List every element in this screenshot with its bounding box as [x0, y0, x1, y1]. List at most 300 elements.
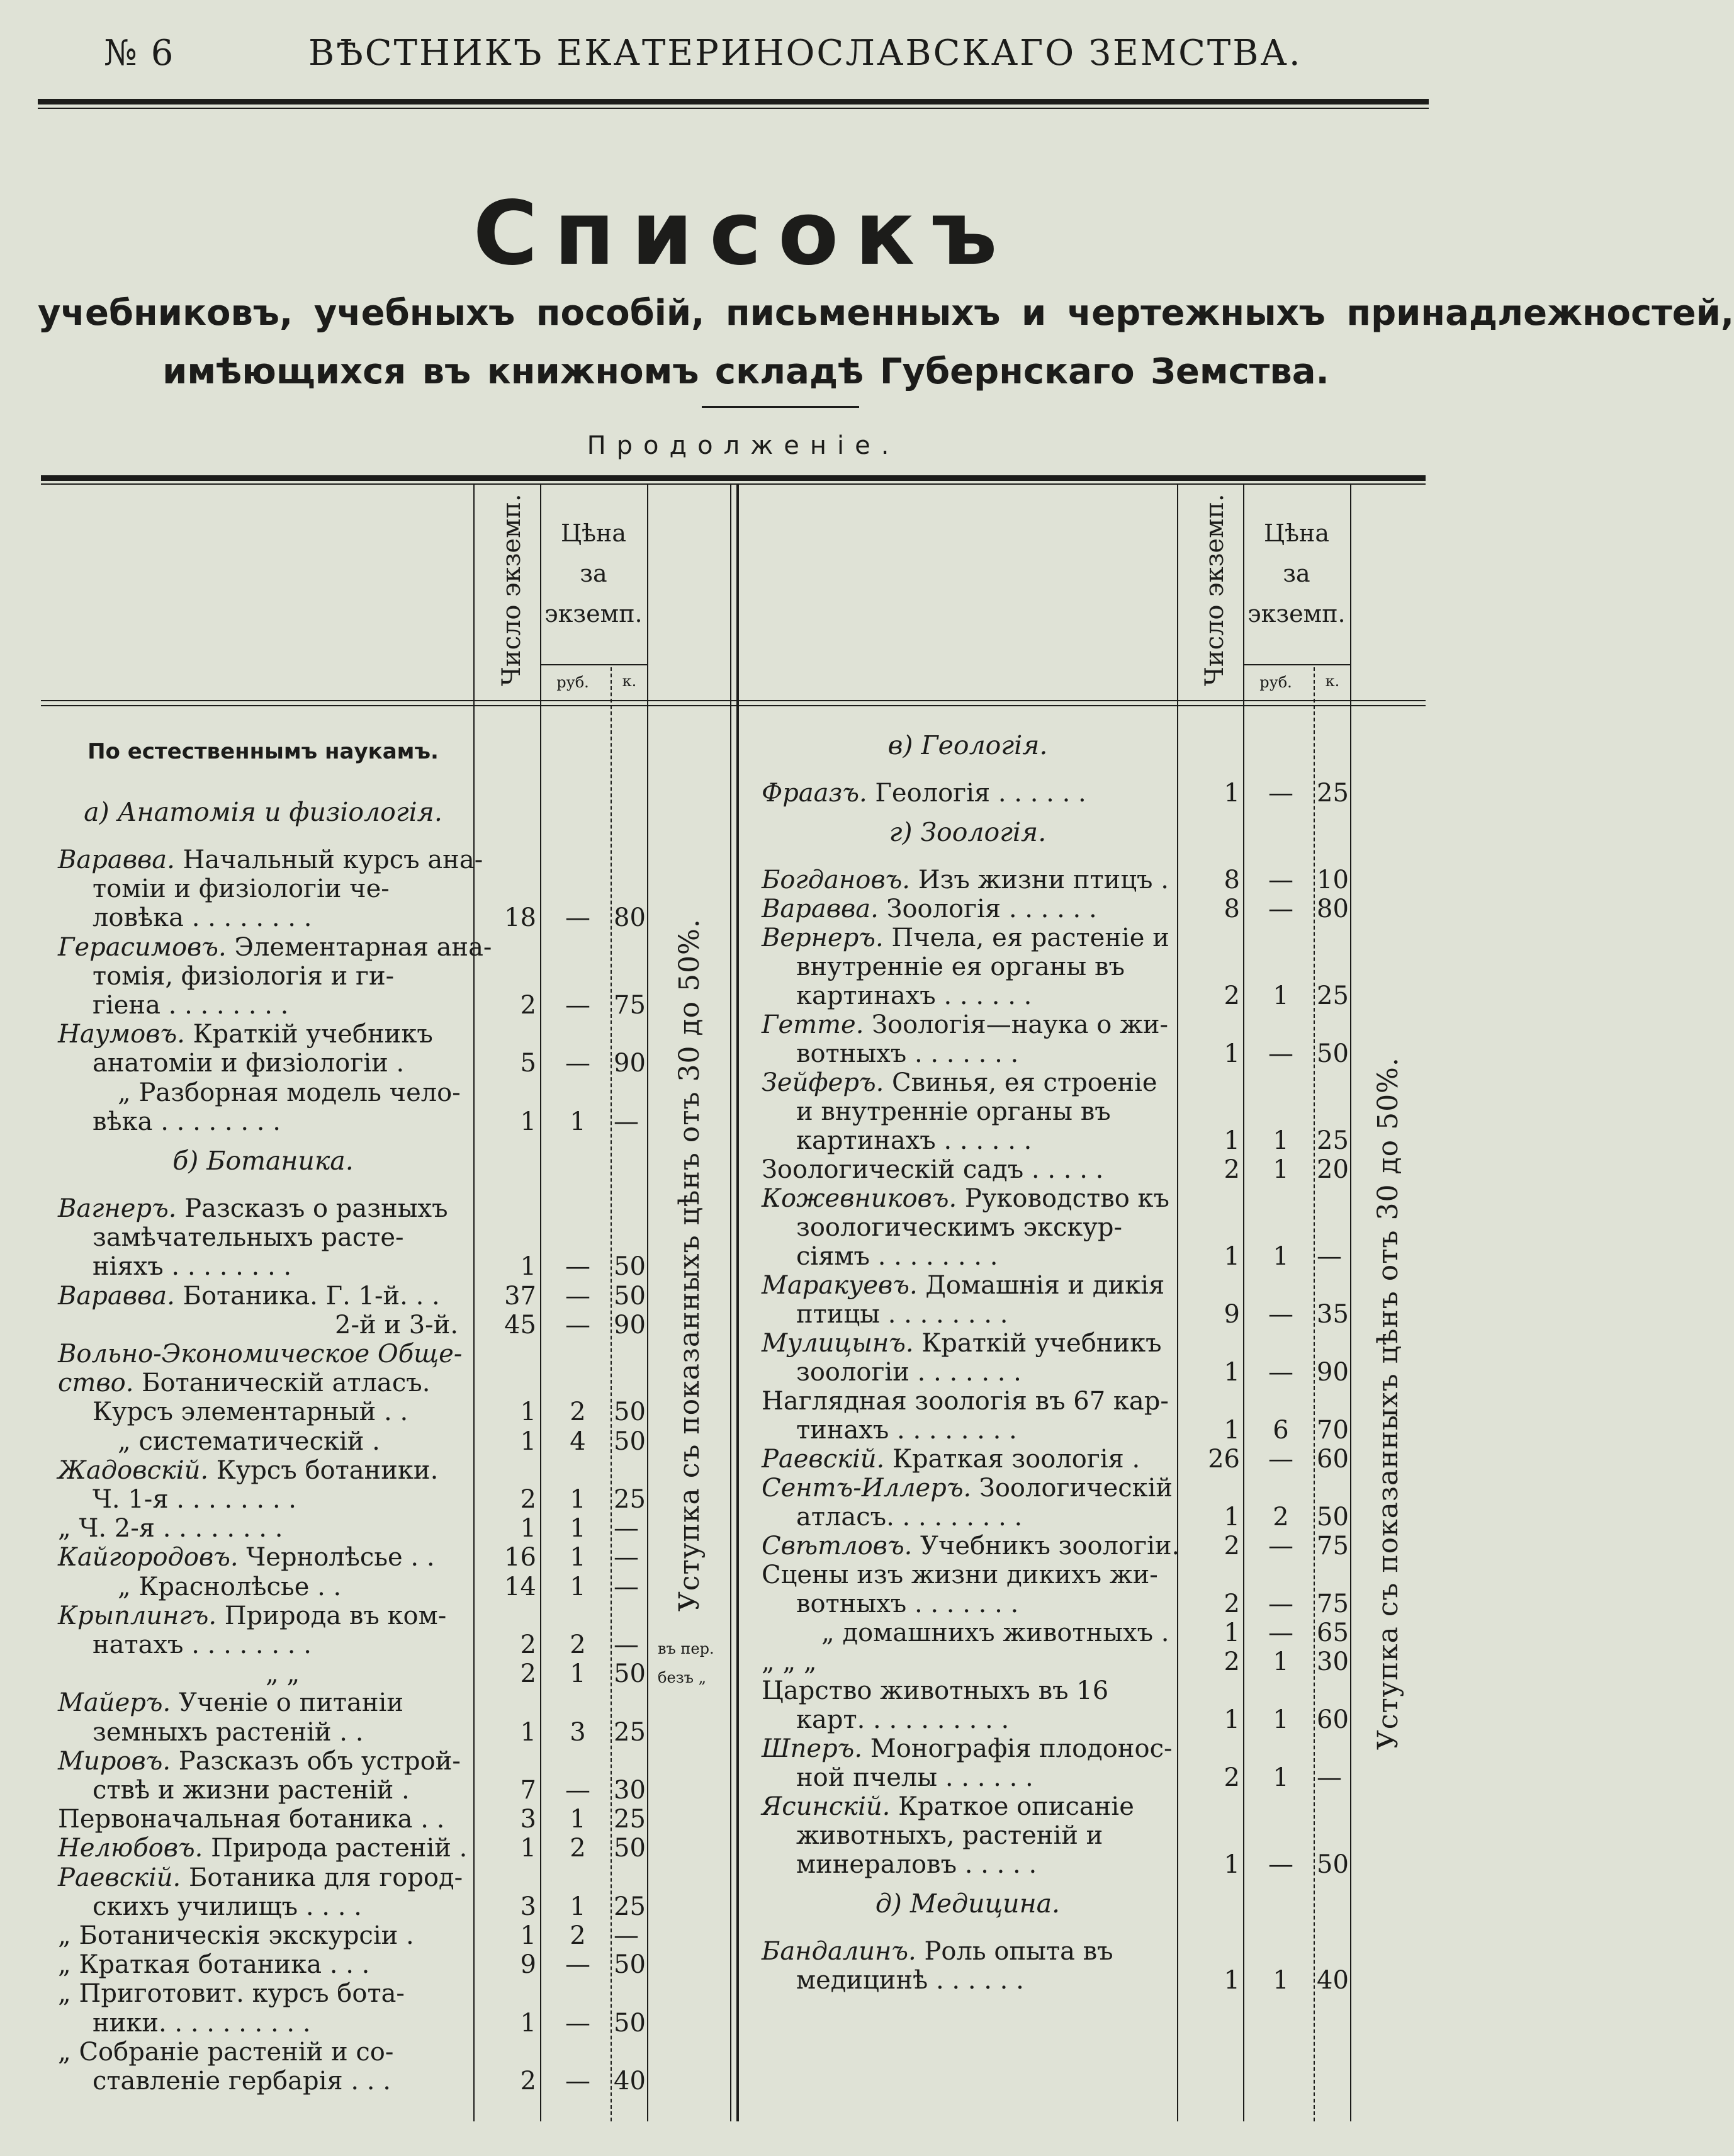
price-kopecks: 75 [614, 991, 646, 1020]
price-rubles: — [1268, 1445, 1293, 1474]
entry-text [796, 1214, 1174, 1241]
price-kopecks: 75 [1317, 1532, 1349, 1561]
entry-text [796, 1098, 1174, 1126]
table-row [0, 1532, 1487, 1560]
entry-text [762, 1329, 1174, 1357]
price-kopecks: 60 [1317, 1445, 1349, 1474]
copies-count: 16 [504, 1543, 536, 1572]
entry-title: сіямъ . . . . . . . . [796, 1242, 998, 1271]
entry-title: скихъ училищъ . . . . [93, 1892, 362, 1921]
price-rubles: 2 [570, 1397, 586, 1427]
copies-count: 1 [520, 1107, 536, 1136]
entry-text [762, 1793, 1174, 1820]
copies-count: 14 [504, 1572, 536, 1601]
price-kopecks: — [614, 1543, 639, 1572]
entry-title: „ Краткая ботаника . . . [58, 1950, 370, 1980]
price-kopecks: 50 [614, 1659, 646, 1689]
price-rubles: — [565, 1310, 590, 1340]
title-divider [702, 406, 859, 408]
copies-count: 1 [520, 1834, 536, 1863]
table-row [0, 924, 1487, 952]
table-row [0, 1387, 1487, 1415]
price-kopecks: 65 [1317, 1618, 1349, 1647]
price-rubles: — [1268, 1850, 1293, 1879]
price-rubles: 2 [570, 1630, 586, 1659]
entry-author: Жадовскій. [58, 1455, 209, 1485]
table-row [0, 1329, 1487, 1357]
entry-title: томіи и физіологіи че- [93, 874, 390, 904]
entry-title: птицы . . . . . . . . [796, 1300, 1008, 1329]
entry-text [93, 2067, 468, 2095]
price-rubles: — [1268, 779, 1293, 808]
price-header-line3: экземп. [544, 600, 643, 628]
entry-text [796, 1822, 1174, 1849]
price-rubles: — [1268, 1589, 1293, 1618]
entry-title: внутренніе ея органы въ [796, 952, 1125, 981]
entry-title: атласъ. . . . . . . . . [796, 1503, 1023, 1532]
entry-title: ловѣка . . . . . . . . [93, 903, 312, 933]
table-row [0, 1851, 1487, 1878]
price-kopecks: 30 [1317, 1647, 1349, 1676]
section-heading: а) Анатомія и физіологія. [84, 797, 442, 827]
entry-author: Нелюбовъ. [58, 1834, 203, 1863]
entry-text [796, 1503, 1174, 1531]
kop-header-right: к. [1325, 672, 1340, 690]
price-kopecks: 50 [614, 1281, 646, 1311]
rub-header-left: руб. [556, 674, 589, 691]
copies-count: 2 [1224, 1589, 1240, 1618]
entry-author: Фраазъ. [762, 779, 867, 808]
price-rubles: 1 [570, 1485, 586, 1514]
copies-count: 1 [520, 1397, 536, 1427]
entry-title: ствѣ и жизни растеній . [93, 1776, 410, 1805]
copies-count: 7 [520, 1776, 536, 1805]
copies-count: 2 [520, 991, 536, 1020]
entry-title: Зоологическій [979, 1474, 1173, 1503]
table-row [0, 1474, 1487, 1502]
table-row [0, 1127, 1487, 1154]
table-row [0, 953, 1487, 981]
entry-author: Маракуевъ. [762, 1271, 918, 1300]
entry-title: Краткое описаніе [898, 1792, 1134, 1821]
journal-title: ВѢСТНИКЪ ЕКАТЕРИНОСЛАВСКАГО ЗЕМСТВА. [308, 33, 1302, 74]
price-rubles: — [1268, 1039, 1293, 1068]
price-rubles: — [1268, 1618, 1293, 1647]
copies-count: 8 [1224, 866, 1240, 895]
entry-author: Наумовъ. [58, 1020, 185, 1049]
discount-note-left: Уступка съ показанныхъ цѣнъ отъ 30 до 50%. [673, 918, 706, 1611]
copies-count: 18 [504, 903, 536, 933]
entry-author: Варавва. [58, 845, 175, 874]
copies-count: 2 [1224, 1763, 1240, 1792]
entry-title: „ „ „ [762, 1647, 817, 1676]
table-row [0, 1243, 1487, 1270]
table-row [0, 1735, 1487, 1763]
entry-title: Курсъ ботаники. [216, 1455, 439, 1485]
entry-title: Элементарная ана- [234, 932, 492, 962]
entry-title: Сцены изъ жизни дикихъ жи- [762, 1561, 1158, 1589]
copies-count: 3 [520, 1805, 536, 1834]
copies-count: 5 [520, 1049, 536, 1078]
entry-author: ство. [58, 1369, 134, 1398]
price-rubles: 1 [1273, 1763, 1289, 1792]
entry-title: Зоологія—наука о жи- [872, 1010, 1169, 1039]
price-kopecks: 50 [614, 2008, 646, 2038]
entry-author: Варавва. [762, 895, 879, 923]
entry-text [796, 1301, 1174, 1328]
price-kopecks: 25 [1317, 1126, 1349, 1155]
price-kopecks: 40 [1317, 1966, 1349, 1995]
table-row [0, 1938, 1487, 1965]
entry-title: „ систематическій . [118, 1426, 380, 1456]
entry-text [762, 866, 1174, 894]
entry-title: картинахъ . . . . . . [796, 1126, 1032, 1155]
copies-count: 1 [520, 1514, 536, 1544]
price-rubles: 1 [570, 1805, 586, 1834]
price-kopecks: 25 [614, 1892, 646, 1921]
entry-title: Ученіе о питаніи [178, 1688, 404, 1718]
table-row [0, 895, 1487, 923]
table-row [0, 1590, 1487, 1618]
price-rubles: — [1268, 1532, 1293, 1561]
price-kopecks: 90 [614, 1049, 646, 1078]
copies-count: 1 [1224, 1850, 1240, 1879]
entry-text [796, 1706, 1174, 1734]
entry-text [796, 953, 1174, 981]
table-row [0, 1503, 1487, 1531]
copies-count: 9 [1224, 1300, 1240, 1329]
entry-title: 2-й и 3-й. [335, 1310, 459, 1340]
price-kopecks: 80 [1317, 895, 1349, 923]
entry-title: ставленіе гербарія . . . [93, 2067, 391, 2096]
price-kopecks: 50 [614, 1950, 646, 1980]
entry-text [796, 1851, 1174, 1878]
entry-title: Первоначальная ботаника . . [58, 1805, 445, 1834]
entry-text [796, 1764, 1174, 1792]
entry-title: Царство животныхъ въ 16 [762, 1676, 1109, 1705]
copies-count: 45 [504, 1310, 536, 1340]
section-heading: По естественнымъ наукамъ. [87, 739, 439, 764]
entry-author: Герасимовъ. [58, 932, 227, 962]
price-rubles: — [1268, 866, 1293, 895]
entry-title: ніяхъ . . . . . . . . [93, 1252, 292, 1282]
entry-title: томія, физіологія и ги- [93, 961, 395, 991]
entry-author: Варавва. [58, 1281, 175, 1311]
price-header-right [1243, 517, 1350, 629]
entry-text [93, 2009, 468, 2037]
copies-count: 9 [520, 1950, 536, 1980]
price-kopecks: — [614, 1921, 639, 1950]
entry-title: животныхъ, растеній и [796, 1821, 1103, 1850]
entry-author: Гетте. [762, 1010, 864, 1039]
price-header-line1: Цѣна [1263, 519, 1330, 547]
entry-title: Краткая зоологія . [892, 1445, 1140, 1474]
copies-count: 1 [520, 1717, 536, 1747]
price-rubles: — [1268, 1300, 1293, 1329]
table-row [0, 1764, 1487, 1792]
entry-title: ники. . . . . . . . . . [93, 2008, 311, 2038]
entry-text [796, 1243, 1174, 1270]
entry-title: „ Ботаническія экскурсіи . [58, 1921, 414, 1950]
subtitle-line-1: учебниковъ, учебныхъ пособій, письменныхъ и чертежныхъ принадлежностей, [38, 293, 1734, 334]
entry-title: земныхъ растеній . . [93, 1717, 364, 1747]
entry-text [762, 1069, 1174, 1097]
copies-count: 2 [520, 1630, 536, 1659]
price-kopecks: 50 [614, 1252, 646, 1282]
entry-title: карт. . . . . . . . . . [796, 1705, 1010, 1734]
entry-title: Руководство къ [964, 1184, 1169, 1213]
copies-count: 1 [1224, 1705, 1240, 1734]
table-row [0, 1301, 1487, 1328]
entry-title: Зоологическій садъ . . . . . [762, 1155, 1104, 1184]
entry-author: Раевскій. [762, 1445, 885, 1474]
entry-text [796, 1967, 1174, 1994]
entry-text [796, 982, 1174, 1010]
entry-author: Мировъ. [58, 1746, 171, 1776]
entry-title: Краткій учебникъ [921, 1329, 1162, 1358]
table-row [0, 1445, 1487, 1473]
entry-title: „ домашнихъ животныхъ . [821, 1618, 1169, 1647]
table-row [0, 1358, 1487, 1386]
price-header-line2: за [1283, 560, 1310, 587]
table-row [0, 1185, 1487, 1212]
entry-title: Зоологія . . . . . . [886, 895, 1097, 923]
copies-count: 37 [504, 1281, 536, 1311]
copies-count: 8 [1224, 895, 1240, 923]
copies-count: 1 [1224, 1126, 1240, 1155]
entry-author: Мулицынъ. [762, 1329, 914, 1358]
entry-text [796, 1416, 1174, 1444]
price-rubles: 2 [570, 1834, 586, 1863]
entry-author: Свѣтловъ. [762, 1532, 913, 1561]
entry-title: зоологіи . . . . . . . [796, 1358, 1022, 1387]
price-rubles: 1 [1273, 1155, 1289, 1184]
binding-note: въ пер. [658, 1640, 714, 1657]
section-heading: в) Геологія. [887, 730, 1048, 760]
copies-count: 1 [520, 1252, 536, 1282]
entry-text [762, 1735, 1174, 1763]
entry-title: Монографія плодонос- [870, 1734, 1173, 1763]
price-kopecks: — [614, 1630, 639, 1659]
rub-header-right: руб. [1259, 674, 1292, 691]
entry-title: Изъ жизни птицъ . [918, 866, 1169, 895]
entry-title: Учебникъ зоологіи. [920, 1532, 1180, 1561]
price-header-left [540, 517, 647, 629]
price-rubles: — [565, 2008, 590, 2038]
price-kopecks: 25 [1317, 779, 1349, 808]
entry-title: „ Приготовит. курсъ бота- [58, 1979, 405, 2009]
copies-count: 1 [520, 1426, 536, 1456]
entry-title: вотныхъ . . . . . . . [796, 1039, 1019, 1068]
table-row [0, 1561, 1487, 1589]
price-rubles: 2 [1273, 1503, 1289, 1532]
price-rubles: — [565, 1049, 590, 1078]
table-row [0, 2038, 1487, 2066]
entry-title: Природа растеній . [211, 1834, 468, 1863]
price-kopecks: 80 [614, 903, 646, 933]
entry-author: Кожевниковъ. [762, 1184, 957, 1213]
binding-note: безъ „ [658, 1669, 707, 1687]
entry-author: Вернеръ. [762, 923, 884, 952]
price-kopecks: 25 [614, 1485, 646, 1514]
entry-text [762, 895, 1174, 923]
section-heading: б) Ботаника. [172, 1146, 354, 1176]
price-kopecks: 30 [614, 1776, 646, 1805]
entry-author: Раевскій. [58, 1863, 181, 1892]
entry-title: картинахъ . . . . . . [796, 981, 1032, 1010]
entry-text [762, 1938, 1174, 1965]
table-row [0, 2067, 1487, 2095]
rule-h-price-left [540, 664, 647, 665]
entry-text [762, 1445, 1174, 1473]
price-kopecks: 70 [1317, 1416, 1349, 1445]
table-row [0, 1156, 1487, 1183]
entry-author: Сентъ-Иллеръ. [762, 1474, 972, 1503]
entry-text [796, 1040, 1174, 1068]
price-rubles: 1 [570, 1543, 586, 1572]
entry-title: Ботаника. Г. 1-й. . . [183, 1281, 440, 1311]
price-kopecks: 35 [1317, 1300, 1349, 1329]
entry-title: Курсъ элементарный . . [93, 1397, 408, 1427]
copies-count: 26 [1208, 1445, 1240, 1474]
entry-text [762, 1677, 1174, 1705]
table-row [0, 1011, 1487, 1039]
price-rubles: — [565, 1776, 590, 1805]
entry-text [796, 1127, 1174, 1154]
entry-title: „ Краснолѣсье . . [118, 1572, 342, 1601]
entry-text [762, 1272, 1174, 1299]
discount-note-right: Уступка съ показанныхъ цѣнъ отъ 30 до 50%. [1372, 1057, 1404, 1750]
entry-text [762, 1156, 1174, 1183]
price-rubles: 6 [1273, 1416, 1289, 1445]
entry-author: Вагнеръ. [58, 1194, 177, 1223]
price-kopecks: 50 [614, 1834, 646, 1863]
table-row [0, 1893, 1487, 1921]
page-title: Списокъ [473, 183, 1014, 285]
price-kopecks: — [614, 1572, 639, 1601]
entry-text [762, 1387, 1174, 1415]
table-row [0, 1706, 1487, 1734]
price-kopecks: 75 [1317, 1589, 1349, 1618]
entry-title: Геологія . . . . . . [875, 779, 1086, 808]
header-rule-thin [38, 108, 1429, 109]
copies-count: 1 [1224, 1618, 1240, 1647]
price-kopecks: 25 [1317, 981, 1349, 1010]
table-row [0, 779, 1487, 807]
entry-title: зоологическимъ экскур- [796, 1213, 1123, 1242]
entry-text [762, 1648, 1174, 1676]
table-row [0, 866, 1487, 894]
price-rubles: — [565, 903, 590, 933]
entry-author: Майеръ. [58, 1688, 171, 1718]
entry-title: Чернолѣсье . . [246, 1543, 435, 1572]
entry-title: Домашнія и дикія [925, 1271, 1165, 1300]
table-row [0, 1272, 1487, 1299]
table-top-rule-thin [41, 483, 1426, 485]
price-rubles: 3 [570, 1717, 586, 1747]
entry-title: Ботаническій атласъ. [142, 1369, 431, 1398]
copies-count: 2 [1224, 981, 1240, 1010]
entry-text [762, 1011, 1174, 1039]
entry-title: Начальный курсъ ана- [183, 845, 483, 874]
price-rubles: 1 [1273, 1705, 1289, 1734]
entry-title: Краткій учебникъ [193, 1020, 433, 1049]
copies-count: 2 [520, 2067, 536, 2096]
entry-title: ной пчелы . . . . . . [796, 1763, 1033, 1792]
price-kopecks: 50 [614, 1426, 646, 1456]
table-top-rule [41, 475, 1426, 481]
price-kopecks: — [614, 1107, 639, 1136]
subtitle-line-2: имѣющихся въ книжномъ складѣ Губернскаго Земства. [162, 351, 1329, 392]
entry-author: Крыплингъ. [58, 1601, 217, 1630]
entry-title: вотныхъ . . . . . . . [796, 1589, 1019, 1618]
price-kopecks: 50 [1317, 1850, 1349, 1879]
copies-count: 1 [1224, 1503, 1240, 1532]
entry-text [762, 1185, 1174, 1212]
price-rubles: — [565, 991, 590, 1020]
entry-title: Роль опыта въ [924, 1937, 1113, 1966]
price-rubles: 1 [570, 1572, 586, 1601]
entry-title: вѣка . . . . . . . . [93, 1107, 281, 1136]
section-heading: г) Зоологія. [889, 817, 1047, 847]
table-head-rule-2 [41, 705, 1426, 706]
price-kopecks: 50 [1317, 1503, 1349, 1532]
entry-title: „ „ [266, 1659, 300, 1689]
kop-header-left: к. [622, 672, 637, 690]
copies-count: 2 [520, 1659, 536, 1689]
price-rubles: 1 [1273, 1647, 1289, 1676]
price-kopecks: 50 [614, 1397, 646, 1427]
table-row [0, 1677, 1487, 1705]
table-row [0, 1069, 1487, 1097]
price-kopecks: 60 [1317, 1705, 1349, 1734]
entry-text [762, 779, 1174, 807]
copies-count: 1 [520, 1921, 536, 1950]
table-row [0, 2009, 1487, 2037]
entry-author: Вольно-Экономическое Обще- [58, 1340, 463, 1369]
entry-title: Разсказъ объ устрой- [178, 1746, 461, 1776]
entry-title: медицинѣ . . . . . . [796, 1966, 1024, 1995]
price-kopecks: — [1317, 1242, 1342, 1271]
copies-count: 2 [520, 1485, 536, 1514]
entry-text [762, 1532, 1180, 1561]
continuation-label: Продолженіе. [587, 431, 900, 460]
price-rubles: 1 [1273, 1126, 1289, 1155]
price-kopecks: — [1317, 1763, 1342, 1792]
price-header-line1: Цѣна [560, 519, 627, 547]
entry-title: Наглядная зоологія въ 67 кар- [762, 1387, 1169, 1416]
entry-text [93, 1893, 468, 1921]
price-kopecks: 10 [1317, 866, 1349, 895]
table-row [0, 1793, 1487, 1820]
copies-count: 1 [1224, 1416, 1240, 1445]
table-row [0, 1648, 1487, 1676]
copies-count: 3 [520, 1892, 536, 1921]
entry-text [58, 2038, 468, 2066]
table-row [0, 1214, 1487, 1241]
copies-count: 2 [1224, 1532, 1240, 1561]
entry-title: Ботаника для город- [189, 1863, 463, 1892]
header-rule [38, 99, 1429, 104]
entry-title: анатоміи и физіологіи . [93, 1049, 405, 1078]
entry-author: Шперъ. [762, 1734, 863, 1763]
entry-title: „ Собраніе растеній и со- [58, 2037, 394, 2067]
entry-title: замѣчательныхъ расте- [93, 1223, 404, 1253]
price-kopecks: 90 [614, 1310, 646, 1340]
copies-count: 2 [1224, 1155, 1240, 1184]
entry-author: Богдановъ. [762, 866, 910, 895]
count-column-header-left: Число экземп. [497, 494, 526, 686]
